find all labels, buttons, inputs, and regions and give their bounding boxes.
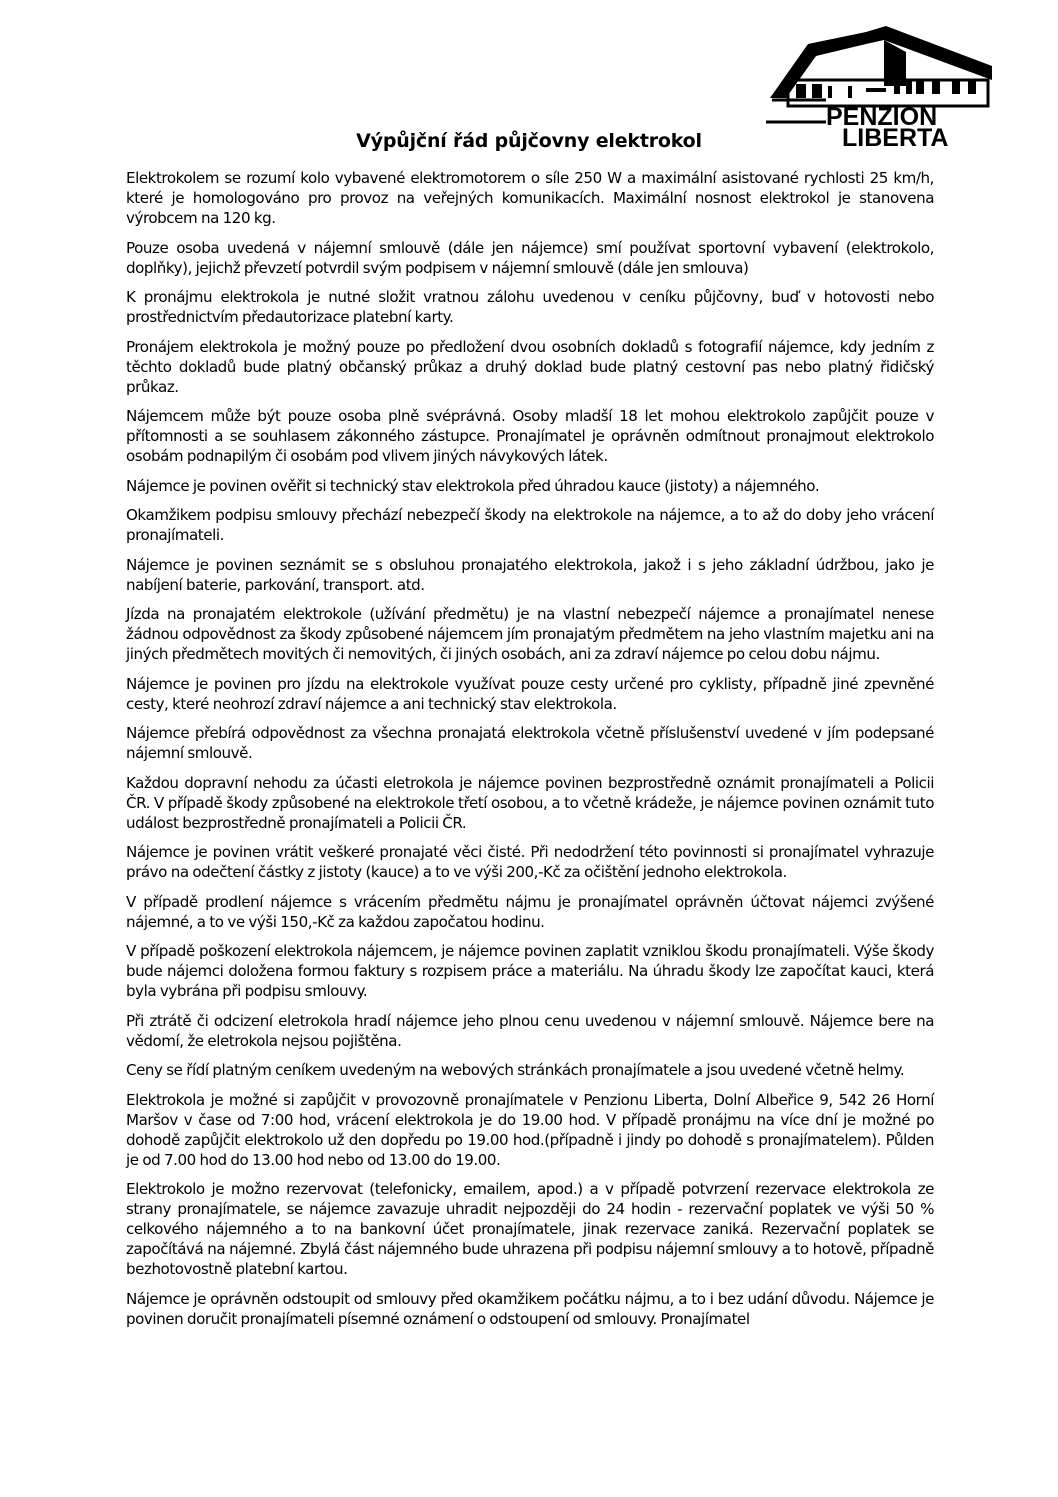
document-title: Výpůjční řád půjčovny elektrokol bbox=[356, 130, 702, 152]
paragraph: Nájemce je povinen seznámit se s obsluhou pronajatého elektrokola, jakož i s jeho základní údržbou, jako je nabíjení baterie, parkování, transport. atd. bbox=[126, 555, 934, 594]
paragraph: Pronájem elektrokola je možný pouze po předložení dvou osobních dokladů s fotografií nájemce, kdy jedním z těchto dokladů bude platný občanský průkaz a druhý doklad bude platný cestovní pas nebo platný řidičský průkaz. bbox=[126, 337, 934, 396]
brand-line2: LIBERTA bbox=[842, 124, 949, 152]
paragraph: Nájemcem může být pouze osoba plně svéprávná. Osoby mladší 18 let mohou elektrokolo zapůjčit pouze v přítomnosti a se souhlasem zákonného zástupce. Pronajímatel je oprávněn odmítnout pronajmout elektrokolo osobám podnapilým či osobám pod vlivem jiných návykových látek. bbox=[126, 407, 934, 465]
paragraph: Nájemce přebírá odpovědnost za všechna pronajatá elektrokola včetně příslušenství uvedené v jím podepsané nájemní smlouvě. bbox=[126, 724, 934, 762]
paragraph: Každou dopravní nehodu za účasti eletrokola je nájemce povinen bezprostředně oznámit pronajímateli a Policii ČR. V případě škody způsobené na elektrokole třetí osobou, a to včetně krádeže, je nájemce povinen oznámit tuto událost bezprostředně pronajímateli a Policii ČR. bbox=[126, 773, 934, 832]
paragraph: Elektrokola je možné si zapůjčit v provozovně pronajímatele v Penzionu Liberta, Dolní Albeřice 9, 542 26 Horní Maršov v čase od 7:00 hod, vrácení elektrokola je do 19.00 hod. V případě pronájmu na více dní je možné po dohodě zapůjčit elektrokolo už den dopředu po 19.00 hod.(případně i jindy po dohodě s pronajímatelem). Půlden je od 7.00 hod do 13.00 hod nebo od 13.00 do 19.00. bbox=[126, 1090, 934, 1169]
paragraph: V případě prodlení nájemce s vrácením předmětu nájmu je pronajímatel oprávněn účtovat nájemci zvýšené nájemné, a to ve výši 150,-Kč za každou započatou hodinu. bbox=[126, 892, 934, 931]
paragraph: Elektrokolem se rozumí kolo vybavené elektromotorem o síle 250 W a maximální asistované rychlosti 25 km/h, které je homologováno pro provoz na veřejných komunikacích. Maximální nosnost elektrokol je stanovena výrobcem na 120 kg. bbox=[126, 169, 934, 227]
paragraph: V případě poškození elektrokola nájemcem, je nájemce povinen zaplatit vzniklou škodu pronajímateli. Výše škody bude nájemci doložena formou faktury s rozpisem práce a materiálu. Na úhradu škody lze započítat kauci, která byla vybrána při podpisu smlouvy. bbox=[126, 942, 934, 1000]
document-body bbox=[126, 168, 934, 1338]
paragraph: Elektrokolo je možno rezervovat (telefonicky, emailem, apod.) a v případě potvrzení rezervace elektrokola ze strany pronajímatele, se nájemce zavazuje uhradit nejpozději do 24 hodin - rezervační poplatek ve výši 50 % celkového nájemného a to na bankovní účet pronajímatele, jinak rezervace zaniká. Rezervační poplatek se započítává na nájemné. Zbylá část nájemného bude uhrazena při podpisu nájemní smlouvy a to hotově, případně bezhotovostně platební kartou. bbox=[126, 1180, 934, 1278]
brand-line1: PENZION bbox=[826, 103, 938, 131]
paragraph: Jízda na pronajatém elektrokole (užívání předmětu) je na vlastní nebezpečí nájemce a pronajímatel nenese žádnou odpovědnost za škody způsobené nájemcem jím pronajatým předmětem na jeho vlastním majetku ani na jiných předmětech movitých či nemovitých, či jiných osobách, ani za zdraví nájemce po celou dobu nájmu. bbox=[126, 605, 934, 663]
paragraph: Pouze osoba uvedená v nájemní smlouvě (dále jen nájemce) smí používat sportovní vybavení (elektrokolo, doplňky), jejichž převzetí potvrdil svým podpisem v nájemní smlouvě (dále jen smlouva) bbox=[126, 238, 934, 277]
paragraph: Nájemce je povinen pro jízdu na elektrokole využívat pouze cesty určené pro cyklisty, případně jiné zpevněné cesty, které neohrozí zdraví nájemce a ani technický stav elektrokola. bbox=[126, 674, 934, 713]
paragraph: K pronájmu elektrokola je nutné složit vratnou zálohu uvedenou v ceníku půjčovny, buď v hotovosti nebo prostřednictvím předautorizace platební karty. bbox=[126, 288, 934, 326]
paragraph: Při ztrátě či odcizení eletrokola hradí nájemce jeho plnou cenu uvedenou v nájemní smlouvě. Nájemce bere na vědomí, že eletrokola nejsou pojištěna. bbox=[126, 1011, 934, 1050]
paragraph: Ceny se řídí platným ceníkem uvedeným na webových stránkách pronajímatele a jsou uvedené včetně helmy. bbox=[126, 1061, 905, 1079]
paragraph: Nájemce je povinen ověřit si technický stav elektrokola před úhradou kauce (jistoty) a nájemného. bbox=[126, 476, 820, 495]
paragraph: Okamžikem podpisu smlouvy přechází nebezpečí škody na elektrokole na nájemce, a to až do doby jeho vrácení pronajímateli. bbox=[126, 506, 934, 544]
paragraph: Nájemce je povinen vrátit veškeré pronajaté věci čisté. Při nedodržení této povinnosti si pronajímatel vyhrazuje právo na odečtení částky z jistoty (kauce) a to ve výši 200,-Kč za očištění jednoho elektrokola. bbox=[126, 843, 934, 881]
paragraph: Nájemce je oprávněn odstoupit od smlouvy před okamžikem počátku nájmu, a to i bez udání důvodu. Nájemce je povinen doručit pronajímateli písemné oznámení o odstoupení od smlouvy. Pronajímatel bbox=[126, 1289, 934, 1328]
